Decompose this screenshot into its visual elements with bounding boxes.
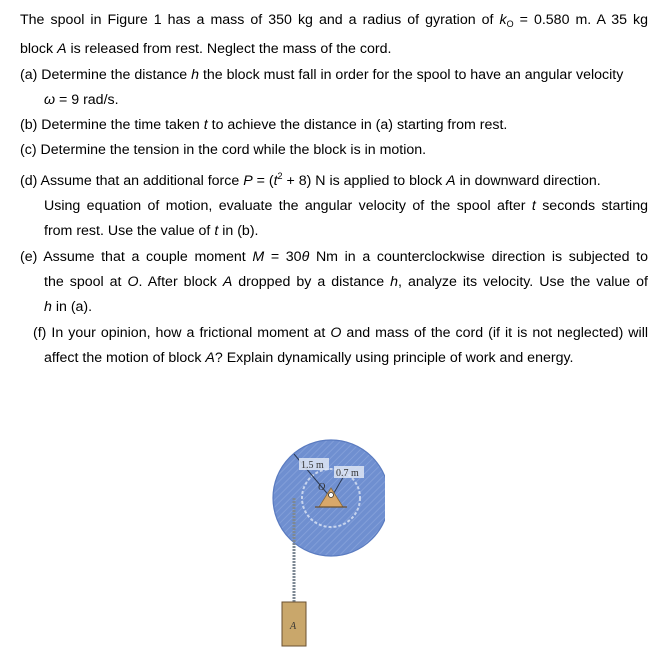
text-span: (b) Determine the time taken (20, 117, 204, 134)
part-a-line-2 (20, 88, 648, 113)
exponent: 2 (277, 170, 283, 181)
part-c-line-1: (c) Determine the tension in the cord while the block is in motion. (20, 142, 427, 159)
inner-radius-label: 0.7 m (336, 468, 359, 479)
block-label: A (290, 621, 297, 632)
text-span: to achieve the distance in (a) starting from rest. (207, 117, 508, 134)
part-e-line-3 (20, 295, 648, 320)
part-f-line-1 (20, 321, 648, 346)
symbol-t: t (531, 198, 536, 215)
problem-statement (20, 8, 648, 371)
symbol-a: A (205, 349, 215, 366)
text-span: Nm in a counterclockwise direction is subjected to (309, 248, 648, 265)
symbol-o: O (127, 273, 139, 290)
subscript-o: O (506, 19, 514, 29)
symbol-a: A (222, 273, 233, 290)
text-span: the spool at (44, 273, 128, 290)
symbol-h: h (191, 66, 200, 83)
spool-figure (265, 410, 385, 650)
text-span: . After block (138, 273, 223, 290)
text-span: (f) In your opinion, how a frictional moment at (33, 324, 331, 341)
intro-line-1 (20, 8, 648, 37)
symbol-m: M (252, 248, 265, 265)
part-e-line-1 (20, 245, 648, 270)
text-span: dropped by a distance (232, 273, 391, 290)
text-span: = 0.580 m. A 35 kg (513, 12, 648, 28)
text-span: the block must fall in order for the spool to have an angular velocity (199, 66, 624, 83)
intro-line-2 (20, 37, 648, 62)
symbol-h: h (44, 299, 52, 316)
text-span: in (b). (218, 223, 259, 240)
text-span: affect the motion of block (44, 349, 206, 366)
text-span: (e) Assume that a couple moment (20, 248, 253, 265)
part-b-line-1 (20, 113, 648, 138)
text-span: block (20, 41, 58, 58)
part-d-line-1 (20, 164, 648, 194)
text-span: The spool in Figure 1 has a mass of 350 kg and a radius of gyration of (20, 12, 500, 28)
text-span: (a) Determine the distance (20, 66, 192, 83)
center-label: O (318, 482, 326, 493)
text-span: + 8) N is applied to block (282, 172, 447, 189)
text-span: , analyze its velocity. Use the value of (398, 273, 648, 290)
center-pin (329, 493, 334, 498)
symbol-k: k (499, 12, 507, 28)
text-span: seconds starting (535, 198, 648, 215)
text-span: and mass of the cord (if it is not neglected) will (341, 324, 649, 341)
symbol-a: A (446, 172, 456, 189)
text-span: = 9 rad/s. (55, 91, 119, 108)
text-span: in downward direction. (455, 172, 601, 189)
text-span: in (a). (51, 299, 93, 316)
symbol-theta: θ (301, 248, 310, 265)
text-span: = 30 (264, 248, 302, 265)
symbol-p: P (243, 172, 253, 189)
part-e-line-2 (20, 270, 648, 295)
symbol-t: t (214, 223, 219, 240)
part-f-line-2 (20, 346, 648, 371)
symbol-t: t (273, 172, 278, 189)
text-span: = ( (252, 172, 274, 189)
text-span: Using equation of motion, evaluate the angular velocity of the spool after (44, 198, 532, 215)
part-a-line-1 (20, 63, 648, 88)
text-span: is released from rest. Neglect the mass of the cord. (66, 41, 392, 58)
symbol-h: h (390, 273, 398, 290)
text-span: ? Explain dynamically using principle of work and energy. (214, 349, 574, 366)
part-d-line-3 (20, 219, 648, 244)
symbol-omega: ω (44, 91, 56, 108)
text-span: (d) Assume that an additional force (20, 172, 244, 189)
part-d-line-2 (20, 194, 648, 219)
symbol-o: O (330, 324, 342, 341)
symbol-t: t (203, 117, 208, 134)
text-span: from rest. Use the value of (44, 223, 215, 240)
symbol-a: A (57, 41, 67, 58)
outer-radius-label: 1.5 m (301, 460, 324, 471)
